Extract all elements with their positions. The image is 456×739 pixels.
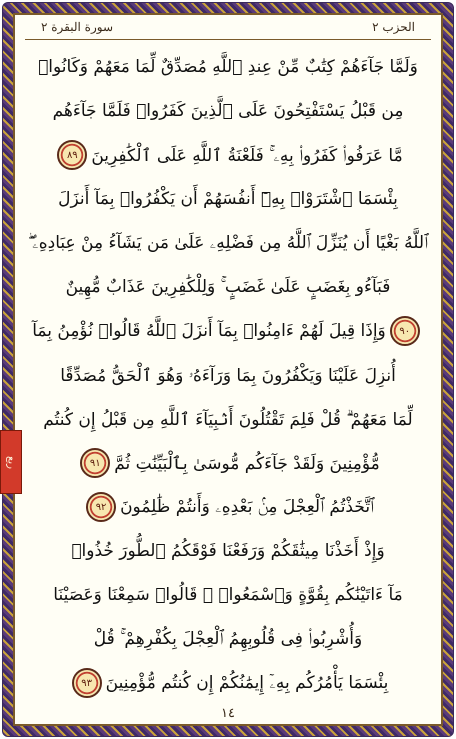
verse-lines <box>23 45 433 705</box>
line-text: وَإِذَا قِيلَ لَهُمْ ءَامِنُوا۟ بِمَآ أَنزَلَ ٱللَّهُ قَالُوا۟ نُؤْمِنُ بِمَآ <box>32 321 386 341</box>
verse-line-4 <box>23 177 433 221</box>
line-text: وَإِذْ أَخَذْنَا مِيثَٰقَكُمْ وَرَفَعْنَا فَوْقَكُمُ ٱلطُّورَ خُذُوا۟ <box>71 541 385 561</box>
ayah-marker: ٩٣ <box>72 668 102 698</box>
verse-line-3 <box>23 133 433 177</box>
verse-line-7 <box>23 309 433 353</box>
page-footer <box>15 702 441 724</box>
ayah-marker: ٨٩ <box>57 140 87 170</box>
line-text: مُّؤْمِنِينَ وَلَقَدْ جَآءَكُم مُّوسَىٰ بِٱلْبَيِّنَٰتِ ثُمَّ <box>114 453 380 474</box>
verse-line-14 <box>23 617 433 661</box>
hizb-quarter-marker <box>0 430 22 494</box>
ayah-marker: ٩٠ <box>390 316 420 346</box>
verse-line-15 <box>23 661 433 705</box>
verse-line-12 <box>23 529 433 573</box>
verse-line-5 <box>23 221 433 265</box>
verse-line-13 <box>23 573 433 617</box>
verse-line-11 <box>23 485 433 529</box>
verse-line-10 <box>23 441 433 485</box>
page-header <box>15 15 441 39</box>
line-text: بِئْسَمَا يَأْمُرُكُم بِهِۦٓ إِيمَٰنُكُمْ إِن كُنتُم مُّؤْمِنِينَ <box>105 673 389 693</box>
line-text: لِّمَا مَعَهُمْ ۗ قُلْ فَلِمَ تَقْتُلُونَ أَنۢبِيَآءَ ٱللَّهِ مِن قَبْلُ إِن كُنتُم <box>43 409 413 430</box>
line-text: بِئْسَمَا ٱشْتَرَوْا۟ بِهِۦٓ أَنفُسَهُمْ أَن يَكْفُرُوا۟ بِمَآ أَنزَلَ <box>58 189 398 209</box>
verse-line-6 <box>23 265 433 309</box>
line-text: ٱتَّخَذْتُمُ ٱلْعِجْلَ مِنۢ بَعْدِهِۦ وَأَنتُمْ ظَٰلِمُونَ <box>120 497 374 517</box>
line-text: فَبَآءُو بِغَضَبٍ عَلَىٰ غَضَبٍ ۚ وَلِلْكَٰفِرِينَ عَذَابٌ مُّهِينٌ <box>65 277 391 297</box>
line-text: مَّا عَرَفُوا۟ كَفَرُوا۟ بِهِۦ ۚ فَلَعْنَةُ ٱللَّهِ عَلَى ٱلْكَٰفِرِينَ <box>91 145 403 166</box>
line-text: وَأُشْرِبُوا۟ فِى قُلُوبِهِمُ ٱلْعِجْلَ بِكُفْرِهِمْ ۚ قُلْ <box>93 629 363 649</box>
line-text: مِن قَبْلُ يَسْتَفْتِحُونَ عَلَى ٱلَّذِينَ كَفَرُوا۟ فَلَمَّا جَآءَهُم <box>52 101 404 121</box>
hizb-quarter-label: ربع <box>5 455 17 469</box>
ayah-marker: ٩٢ <box>86 492 116 522</box>
line-text: وَلَمَّا جَآءَهُمْ كِتَٰبٌ مِّنْ عِندِ ٱللَّهِ مُصَدِّقٌ لِّمَا مَعَهُمْ وَكَانُوا۟ <box>38 57 418 77</box>
line-text: أُنزِلَ عَلَيْنَا وَيَكْفُرُونَ بِمَا وَرَآءَهُۥ وَهُوَ ٱلْحَقُّ مُصَدِّقًا <box>60 365 396 386</box>
line-text: ٱللَّهُ بَغْيًا أَن يُنَزِّلَ ٱللَّهُ مِن فَضْلِهِۦ عَلَىٰ مَن يَشَآءُ مِنْ عِبَادِهِۦ ۖ <box>28 233 428 253</box>
verse-line-9 <box>23 397 433 441</box>
verse-line-8 <box>23 353 433 397</box>
text-panel <box>13 13 443 726</box>
header-divider <box>25 39 431 40</box>
page-number: ١٤ <box>221 705 235 721</box>
line-text: مَآ ءَاتَيْنَٰكُم بِقُوَّةٍ وَٱسْمَعُوا۟ ۖ قَالُوا۟ سَمِعْنَا وَعَصَيْنَا <box>53 585 403 605</box>
verse-line-1 <box>23 45 433 89</box>
hizb-label: الحزب ٢ <box>372 20 415 34</box>
ayah-marker: ٩١ <box>80 448 110 478</box>
surah-label: سورة البقرة ٢ <box>41 20 114 34</box>
verse-line-2 <box>23 89 433 133</box>
